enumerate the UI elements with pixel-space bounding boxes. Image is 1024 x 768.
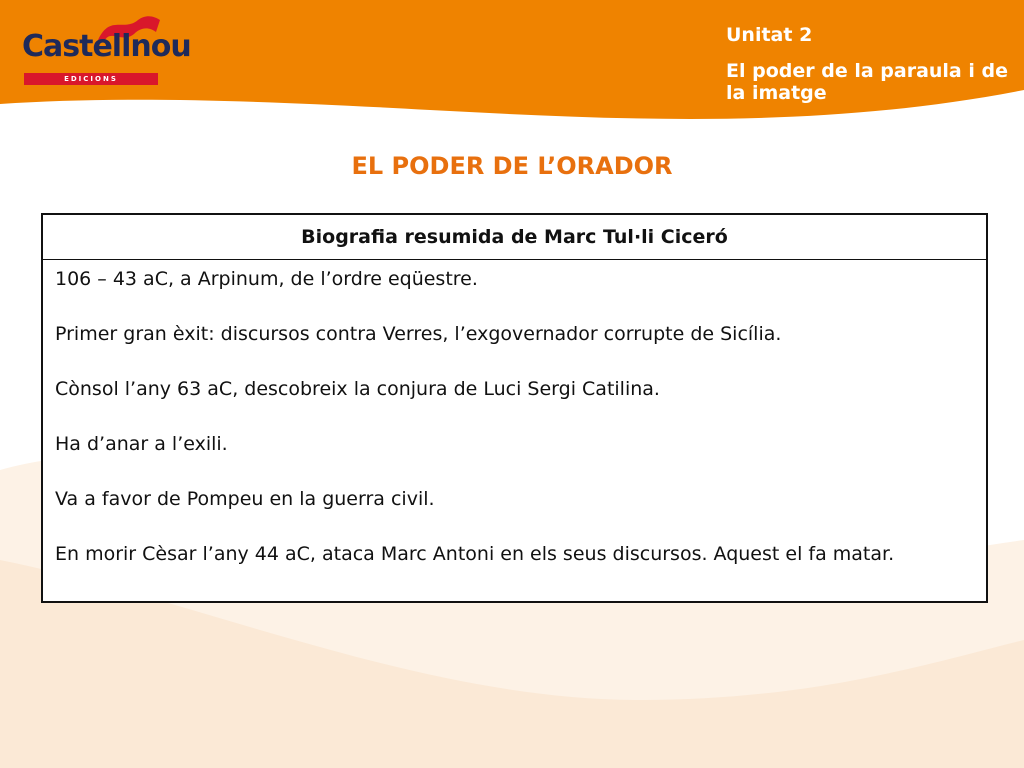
- logo-subtitle: EDICIONS: [24, 73, 158, 85]
- list-item: Ha d’anar a l’exili.: [55, 433, 228, 455]
- table-header: Biografia resumida de Marc Tul·li Ciceró: [43, 215, 986, 260]
- unit-label: Unitat 2: [726, 24, 813, 46]
- list-item: En morir Cèsar l’any 44 aC, ataca Marc Antoni en els seus discursos. Aquest el fa matar.: [55, 543, 895, 565]
- castellnou-logo: [22, 10, 191, 83]
- logo-wordmark: Castellnou: [22, 29, 191, 64]
- list-item: Primer gran èxit: discursos contra Verres, l’exgovernador corrupte de Sicília.: [55, 323, 782, 345]
- unit-info: [726, 24, 1016, 104]
- list-item: 106 – 43 aC, a Arpinum, de l’ordre eqüestre.: [55, 268, 478, 290]
- list-item: Va a favor de Pompeu en la guerra civil.: [55, 488, 435, 510]
- table-body: [43, 260, 986, 567]
- unit-title: El poder de la paraula i de la imatge: [726, 60, 1008, 104]
- biography-table: [41, 213, 988, 603]
- page-title: EL PODER DE L’ORADOR: [351, 152, 673, 180]
- list-item: Cònsol l’any 63 aC, descobreix la conjura de Luci Sergi Catilina.: [55, 378, 660, 400]
